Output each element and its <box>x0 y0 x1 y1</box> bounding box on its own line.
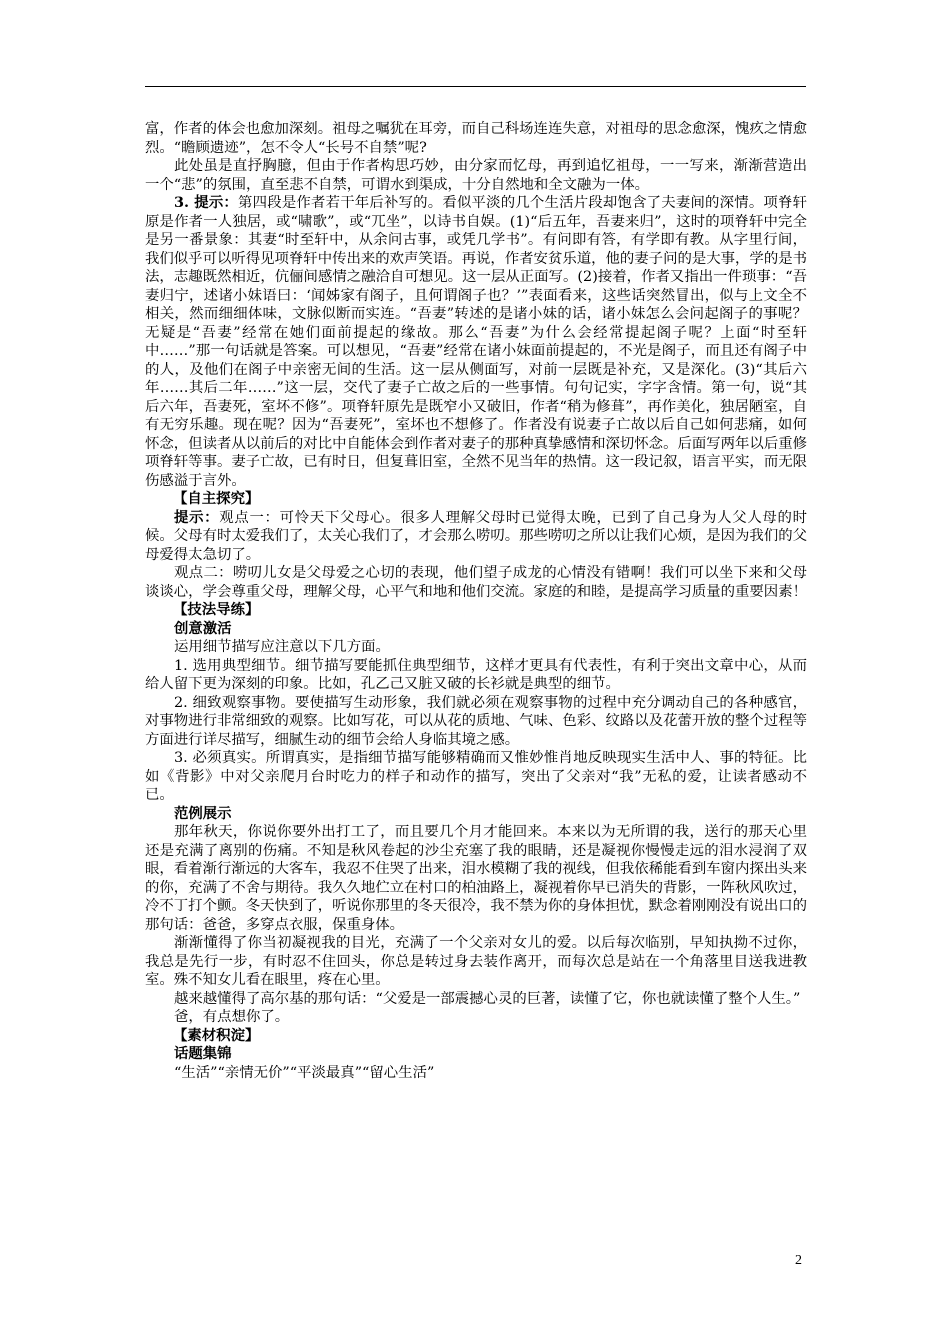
subsection-heading: 范例展示 <box>174 804 232 822</box>
hint-label: 提示： <box>174 508 220 526</box>
header-rule <box>145 86 806 87</box>
hint-label: 3. 提示： <box>174 194 239 211</box>
paragraph <box>145 509 807 565</box>
paragraph: 2. 细致观察事物。要使描写生动形象，我们就必须在观察事物的过程中充分调动自己的各种感官，对事物进行非常细致的观察。比如写花，可以从花的质地、气味、色彩、纹路以及花蕾开放的整个过程等方面进行详尽描写，细腻生动的细节会给人身临其境之感。 <box>145 694 807 748</box>
paragraph-text: 第四段是作者若干年后补写的。看似平淡的几个生活片段却饱含了夫妻间的深情。项脊轩原是作者一人独居，或“啸歌”，或“兀坐”，以诗书自娱。(1)“后五年，吾妻来归”，这时的项脊轩中完全是另一番景象：其妻“时至轩中，从余问古事，或凭几学书”。有问即有答，有学即有教。从字里行间，我们似乎可以听得见项脊轩中传出来的欢声笑语。再说，作者安贫乐道，他的妻子问的是大事，学的是书法，志趣既然相近，伉俪间感情之融洽自可想见。这一层从正面写。(2)接着，作者又指出一件琐事：“吾妻归宁，述诸小妹语曰：‘闻姊家有阁子，且何谓阁子也？’”表面看来，这些话突然冒出，似与上文全不相关，然而细细体味，文脉似断而实连。“吾妻”转述的是诸小妹的话，诸小妹怎么会问起阁子的事呢？无疑是“吾妻”经常在她们面前提起的缘故。那么“吾妻”为什么会经常提起阁子呢？上面“时至轩中……”那一句话就是答案。可以想见，“吾妻”经常在诸小妹面前提起的，不光是阁子，而且还有阁子中的人，及他们在阁子中亲密无间的生活。这一层从侧面写，对前一层既是补充，又是深化。(3)“其后六年……其后二年……”这一层，交代了妻子亡故之后的一些事情。句句记实，字字含情。第一句，说“其后六年，吾妻死，室坏不修”。项脊轩原先是既窄小又破旧，作者“稍为修葺”，再作美化，独居陋室，自有无穷乐趣。现在呢？因为“吾妻死”，室坏也不想修了。作者没有说妻子亡故以后自己如何悲痛，如何怀念，但读者从以前后的对比中自能体会到作者对妻子的那种真挚感情和深切怀念。后面写两年以后重修项脊轩等事。妻子亡故，已有时日，但复葺旧室，全然不见当年的热情。这一段记叙，语言平实，而无限伤感溢于言外。 <box>145 195 807 489</box>
section-heading: 【素材积淀】 <box>173 1026 260 1044</box>
subsection-heading: 话题集锦 <box>174 1045 232 1062</box>
section-heading: 【自主探究】 <box>173 490 260 507</box>
paragraph: 越来越懂得了高尔基的那句话：“父爱是一部震撼心灵的巨著，读懂了它，你也就读懂了整个人生。” <box>174 990 801 1007</box>
paragraph-text: 观点一：可怜天下父母心。很多人理解父母时已觉得太晚，已到了自己身为人父人母的时候。父母有时太爱我们了，太关心我们了，才会那么唠叨。那些唠叨之所以让我们心烦，是因为我们的父母爱得太急切了。 <box>145 509 807 563</box>
page-number: 2 <box>795 1253 802 1268</box>
paragraph <box>145 194 807 490</box>
paragraph: 运用细节描写应注意以下几方面。 <box>174 639 390 655</box>
paragraph: 富，作者的体会也愈加深刻。祖母之嘱犹在耳旁，而自己科场连连失意，对祖母的思念愈深，愧疚之情愈烈。“瞻顾遗迹”，怎不令人“长号不自禁”呢? <box>145 121 807 156</box>
document-body <box>145 120 807 1082</box>
paragraph: 观点二：唠叨儿女是父母爱之心切的表现，他们望子成龙的心情没有错啊！我们可以坐下来和父母谈谈心，学会尊重父母，理解父母，心平气和地和他们交流。家庭的和睦，是提高学习质量的重要因素！ <box>145 565 807 600</box>
paragraph: “生活”“亲情无价”“平淡最真”“留心生活” <box>174 1064 435 1081</box>
paragraph: 渐渐懂得了你当初凝视我的目光，充满了一个父亲对女儿的爱。以后每次临别，早知执拗不过你，我总是先行一步，有时忍不住回头，你总是转过身去装作离开，而每次总是站在一个角落里目送我进教室。殊不知女儿看在眼里，疼在心里。 <box>145 935 807 988</box>
section-heading: 【技法导练】 <box>173 601 260 618</box>
paragraph: 此处虽是直抒胸臆，但由于作者构思巧妙，由分家而忆母，再到追忆祖母，一一写来，渐渐营造出一个“悲”的氛围，直至悲不自禁，可谓水到渠成，十分自然地和全文融为一体。 <box>145 158 807 193</box>
paragraph: 3. 必须真实。所谓真实，是指细节描写能够精确而又惟妙惟肖地反映现实生活中人、事的特征。比如《背影》中对父亲爬月台时吃力的样子和动作的描写，突出了父亲对“我”无私的爱，让读者感动不已。 <box>145 750 807 803</box>
paragraph: 1. 选用典型细节。细节描写要能抓住典型细节，这样才更具有代表性，有利于突出文章中心，从而给人留下更为深刻的印象。比如，孔乙己又脏又破的长衫就是典型的细节。 <box>145 657 807 692</box>
subsection-heading: 创意激活 <box>174 619 232 637</box>
paragraph: 爸，有点想你了。 <box>174 1009 290 1025</box>
paragraph: 那年秋天，你说你要外出打工了，而且要几个月才能回来。本来以为无所谓的我，送行的那天心里还是充满了离别的伤痛。不知是秋风卷起的沙尘充塞了我的眼睛，还是凝视你慢慢走远的泪水浸润了双眼，看着渐行渐远的大客车，我忍不住哭了出来，泪水模糊了我的视线，但我依稀能看到车窗内探出头来的你，充满了不舍与期待。我久久地伫立在村口的柏油路上，凝视着你早已消失的背影，一阵秋风吹过，冷不丁打个颤。冬天快到了，听说你那里的冬天很冷，我不禁为你的身体担忧，默念着刚刚没有说出口的那句话：爸爸，多穿点衣服，保重身体。 <box>145 824 807 933</box>
